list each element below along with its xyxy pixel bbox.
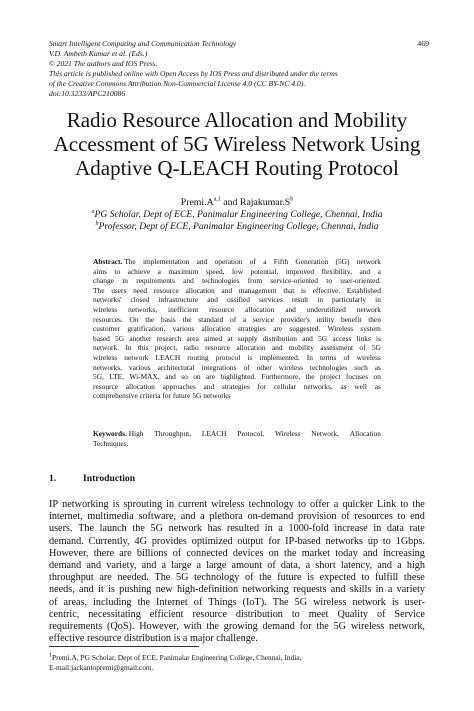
author-separator: and [220, 197, 240, 208]
author-name: Premi.A [180, 197, 214, 208]
body-line: However, there are billions of connected devices on the market today and increasing [49, 547, 425, 559]
affiliation [0, 221, 474, 233]
title-line: Adaptive Q-LEACH Routing Protocol [75, 156, 399, 180]
keywords-label: Keywords. [93, 429, 127, 438]
abstract-line: customer gratification, various allocation strategies are suggested. Wireless system [93, 324, 381, 334]
footnote [49, 653, 302, 673]
body-line: effective resource distribution is a major challenge. [49, 633, 258, 645]
body-line: internet, multimedia software, and a plethora on-demand provision of resources to end [49, 511, 425, 523]
body-line: requirements (QoS). However, with the growing demand for the 5G wireless network, [49, 621, 425, 633]
abstract-line: wireless networks, inefficient resource allocation and underutilized network [93, 304, 381, 314]
abstract-line: 5G, LTE, Wi-MAX, and so on are highlighted. Furthermore, the project focuses on [93, 372, 381, 382]
affiliation-text: Professor, Dept of ECE, Panimalar Engineering College, Chennai, India [98, 221, 379, 232]
header-line: © 2021 The authors and IOS Press. [49, 59, 158, 68]
keywords-line: Keywords. High Throughput, LEACH Protocol, Wireless Network, Allocation [93, 429, 381, 438]
abstract [93, 257, 381, 401]
footnote-rule [49, 646, 199, 647]
abstract-line: resources. On the basis the standard of a service provider's utility benefit then [93, 314, 381, 324]
author-affiliation-mark: b [290, 196, 294, 203]
abstract-line: aims to achieve a maximum speed, low potential, improved flexibility, and a [93, 266, 381, 276]
running-header [49, 39, 429, 99]
abstract-line: resource allocation approaches and strategies for cellular networks, as well as [93, 381, 381, 391]
footnote-text: Premi.A, PG Scholar, Dept of ECE, Panimalar Engineering College, Chennai, India, [52, 653, 302, 662]
body-line: demand and variety, and a large a large amount of data, a short latency, and a high [49, 560, 425, 572]
section-heading [49, 473, 135, 484]
page-number: 469 [417, 39, 429, 48]
section-number: 1. [49, 473, 57, 484]
body-line: users. The launch the 5G network has resulted in a 1000-fold increase in data rate [49, 523, 425, 535]
header-line: V.D. Ambeth Kumar et al. (Eds.) [49, 49, 148, 58]
body-paragraph [49, 499, 425, 645]
abstract-line: comprehensive criteria for future 5G networks [93, 391, 231, 401]
body-line: IP networking is sprouting in current wireless technology to offer a quicker Link to the [49, 499, 425, 510]
body-line: of areas, including the Internet of Things (IoT). The 5G wireless network is user- [49, 596, 425, 608]
body-line: needs, and it is pushing new high-definition networking requests and skills in a variety [49, 584, 425, 596]
abstract-line: wireless network LEACH routing protocol is implemented. In terms of wireless [93, 352, 381, 362]
footnote-line [49, 653, 302, 663]
abstract-line: networks, various architectural integrations of other wireless technologies such as [93, 362, 381, 372]
header-line: This article is published online with Open Access by IOS Press and distributed under the terms [49, 69, 338, 78]
abstract-line: Abstract. The implementation and operation of a Fifth Generation (5G) network [93, 257, 381, 266]
paper-title [30, 108, 444, 180]
abstract-line: based 5G another research area aimed at supply distribution and 5G access links is [93, 333, 381, 343]
abstract-line: change in requirements and technologies from service-oriented to user-oriented. [93, 276, 381, 286]
affiliation-mark: a [91, 208, 95, 215]
affiliation-mark: b [95, 220, 99, 227]
affiliation [0, 209, 474, 221]
author-list [0, 197, 474, 209]
footnote-line: E-mail:jackantopremi@gmail.com. [49, 663, 154, 672]
footnote-mark: 1 [49, 652, 52, 659]
abstract-label: Abstract. [93, 257, 123, 266]
abstract-line: networks' closed infrastructure and ossified services result in particularly in [93, 295, 381, 305]
abstract-line: network. In this project, radio resource allocation and mobility assessment of 5G [93, 343, 381, 353]
keywords-line: Techniques. [93, 438, 129, 448]
header-line: Smart Intelligent Computing and Communication Technology [49, 39, 237, 48]
body-line: throughput are needed. The 5G technology of the future is expected to fulfill these [49, 572, 425, 584]
title-line: Radio Resource Allocation and Mobility [66, 108, 408, 132]
body-line: demand. Currently, 4G provides optimized output for IP-based networks up to 1Gbps. [49, 535, 425, 547]
author-name: Rajakumar.S [239, 197, 291, 208]
keywords [93, 429, 381, 448]
section-title: Introduction [83, 473, 136, 484]
doi-line: doi:10.3233/APC210086 [49, 89, 126, 98]
title-line: Accessment of 5G Wireless Network Using [53, 132, 421, 156]
author-affiliation-mark: a,1 [213, 196, 221, 203]
affiliation-text: PG Scholar, Dept of ECE, Panimalar Engineering College, Chennai, India [94, 209, 383, 220]
header-line: of the Creative Commons Attribution Non-Commercial License 4.0 (CC BY-NC 4.0). [49, 79, 306, 88]
abstract-line: The users need resource allocation and management that is effective. Established [93, 285, 381, 295]
body-line: centric, necessitating efficient resource distribution to meet Quality of Service [49, 608, 425, 620]
